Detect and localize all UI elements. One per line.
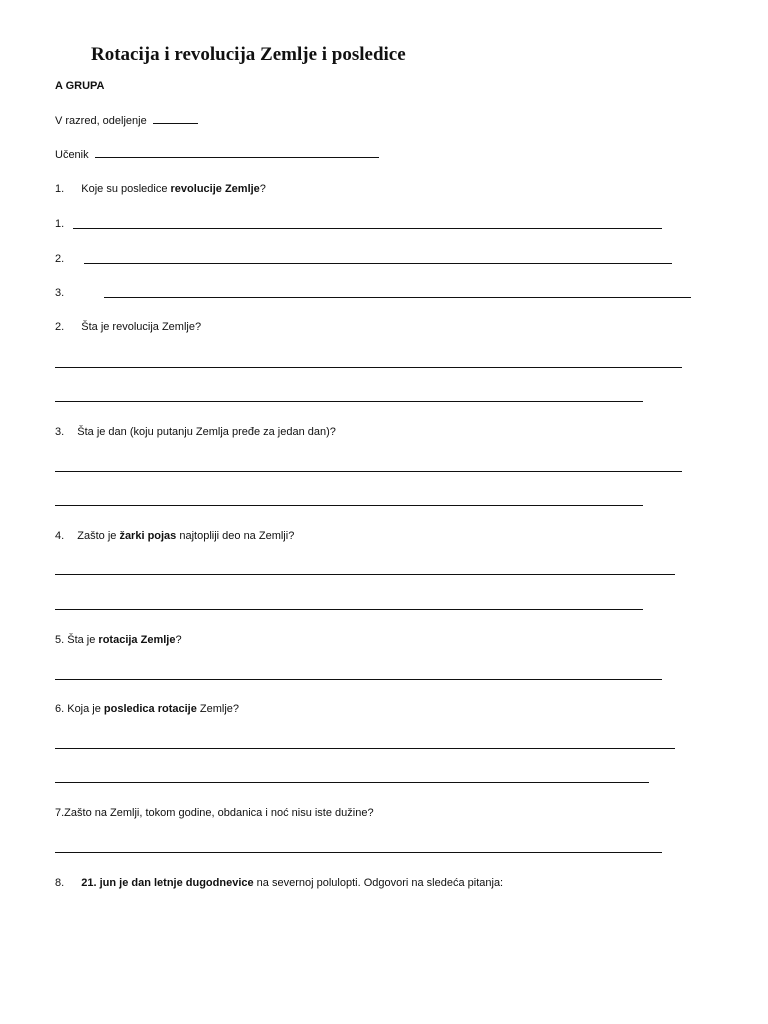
question-3 xyxy=(55,425,336,439)
answer-line[interactable] xyxy=(104,297,691,298)
question-6 xyxy=(55,702,239,716)
question-number: 4. xyxy=(55,530,65,542)
answer-number: 1. xyxy=(55,218,65,230)
answer-line[interactable] xyxy=(55,852,662,853)
class-field xyxy=(55,113,198,128)
question-5 xyxy=(55,633,182,647)
question-7 xyxy=(55,806,374,820)
question-bold-term: posledica rotacije xyxy=(103,703,197,715)
question-text-end: najtopliji deo na Zemlji? xyxy=(176,530,295,542)
student-field xyxy=(55,147,379,162)
question-4 xyxy=(55,529,294,543)
question-number: 8. xyxy=(55,877,65,889)
question-bold-term: revolucije Zemlje xyxy=(170,183,260,195)
question-text: Šta je revolucija Zemlje? xyxy=(81,321,202,333)
answer-line[interactable] xyxy=(73,228,662,229)
question-1 xyxy=(55,182,266,196)
answer-line[interactable] xyxy=(55,782,649,783)
question-text-start: 6. Koja je xyxy=(55,703,104,715)
answer-line[interactable] xyxy=(84,263,672,264)
answer-line[interactable] xyxy=(55,748,675,749)
group-label: A GRUPA xyxy=(55,80,105,92)
question-text-end: Zemlje? xyxy=(196,703,240,715)
answer-line[interactable] xyxy=(55,505,643,506)
answer-line[interactable] xyxy=(55,574,675,575)
answer-line[interactable] xyxy=(55,367,682,368)
question-text-start: 5. Šta je xyxy=(55,634,99,646)
question-bold-term: rotacija Zemlje xyxy=(98,634,176,646)
answer-line[interactable] xyxy=(55,679,662,680)
answer-line[interactable] xyxy=(55,609,643,610)
student-label: Učenik xyxy=(55,149,89,161)
question-8 xyxy=(55,876,503,890)
answer-number: 2. xyxy=(55,253,65,265)
question-text-end: na severnoj polulopti. Odgovori na sledeća pitanja: xyxy=(253,877,504,889)
question-text-start: Koje su posledice xyxy=(81,183,171,195)
answer-number: 3. xyxy=(55,287,65,299)
question-text-end: ? xyxy=(175,634,182,646)
class-blank[interactable] xyxy=(153,113,198,124)
question-text-end: ? xyxy=(259,183,266,195)
answer-line[interactable] xyxy=(55,401,643,402)
page-title: Rotacija i revolucija Zemlje i posledice xyxy=(91,44,406,65)
question-bold-term: žarki pojas xyxy=(119,530,177,542)
question-number: 1. xyxy=(55,183,65,195)
question-bold-term: 21. jun je dan letnje dugodnevice xyxy=(81,877,254,889)
question-2 xyxy=(55,320,201,334)
question-text-start: Zašto je xyxy=(77,530,120,542)
question-number: 3. xyxy=(55,426,65,438)
question-number: 2. xyxy=(55,321,65,333)
student-blank[interactable] xyxy=(95,147,379,158)
class-label: V razred, odeljenje xyxy=(55,115,147,127)
question-text: 7.Zašto na Zemlji, tokom godine, obdanica i noć nisu iste dužine? xyxy=(55,807,374,819)
answer-line[interactable] xyxy=(55,471,682,472)
question-text: Šta je dan (koju putanju Zemlja pređe za jedan dan)? xyxy=(77,426,336,438)
